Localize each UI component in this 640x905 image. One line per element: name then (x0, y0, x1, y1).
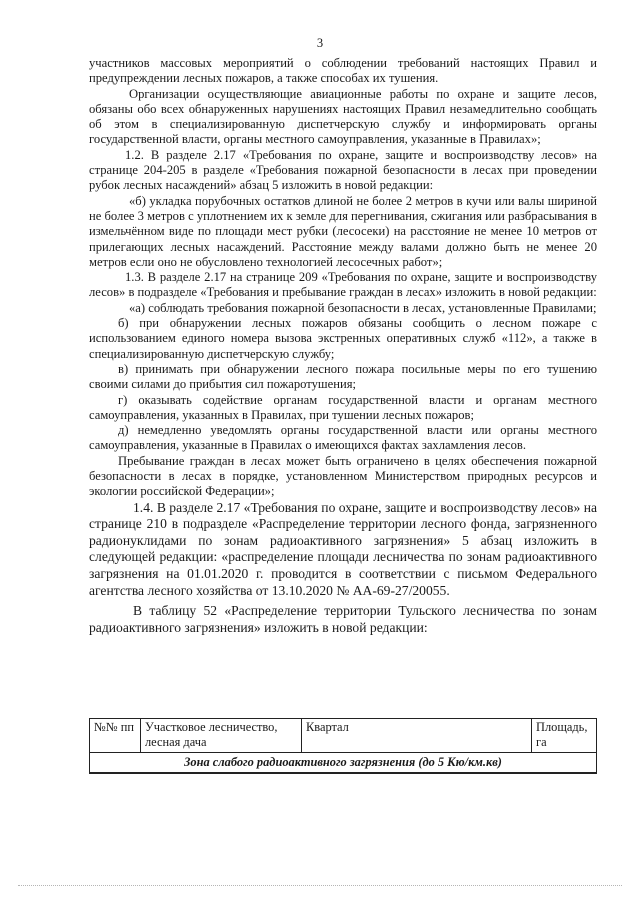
table-header-cell: Квартал (302, 719, 532, 753)
table-row (90, 753, 597, 774)
paragraph: в) принимать при обнаружении лесного пожара посильные меры по его тушению своими силами до прибытия сил пожаротушения; (89, 361, 597, 392)
paragraph: Организации осуществляющие авиационные работы по охране и защите лесов, обязаны обо всех обнаруженных нарушениях настоящих Правил незамедлительно сообщать об этом в специализированную диспетчерскую службу и информировать органы государственной власти, органы местного самоуправления, указанные в Правилах»; (89, 86, 597, 147)
table-header-cell: Площадь, га (532, 719, 597, 753)
paragraph: Пребывание граждан в лесах может быть ограничено в целях обеспечения пожарной безопасности в лесах в порядке, установленном Министерством природных ресурсов и экологии российской Федерации»; (89, 453, 597, 499)
paragraph: б) при обнаружении лесных пожаров обязаны сообщить о лесном пожаре с использованием единого номера вызова экстренных оперативных служб «112», а также в специализированную диспетчерскую службу; (89, 316, 597, 361)
paragraph: 1.3. В разделе 2.17 на странице 209 «Требования по охране, защите и воспроизводству лесов» в подразделе «Требования и пребывание граждан в лесах» изложить в новой редакции: (89, 270, 597, 300)
paragraph: В таблицу 52 «Распределение территории Тульского лесничества по зонам радиоактивного загрязнения» изложить в новой редакции: (89, 603, 597, 635)
zones-table (89, 718, 597, 774)
paragraph: д) немедленно уведомлять органы государственной власти или органы местного самоуправления, указанные в Правилах о имеющихся фактах захламления лесов. (89, 423, 597, 453)
scan-edge-divider (18, 885, 622, 886)
table-header-row (90, 719, 597, 753)
paragraph: 1.2. В разделе 2.17 «Требования по охране, защите и воспроизводству лесов» на странице 204-205 в разделе «Требования пожарной безопасности в лесах при проведении рубок лесных насаждений» абзац 5 изложить в новой редакции: (89, 147, 597, 193)
paragraph: «а) соблюдать требования пожарной безопасности в лесах, установленные Правилами; (129, 300, 597, 315)
table-header-cell: №№ пп (90, 719, 141, 753)
paragraph: участников массовых мероприятий о соблюдении требований настоящих Правил и предупреждении лесных пожаров, а также способах их тушения. (89, 56, 597, 86)
paragraph: г) оказывать содействие органам государственной власти и органам местного самоуправления, указанных в Правилах, при тушении лесных пожаров; (89, 392, 597, 422)
paragraph: «б) укладка порубочных остатков длиной не более 2 метров в кучи или валы шириной не более 3 метров с уплотнением их к земле для перегнивания, сжигания или разбрасывания в измельчённом виде по площади мест рубки (лесосеки) на расстояние не менее 10 метров от прилегающих лесных насаждений. Расстояние между валами должно быть не менее 20 метров если оно не обусловлено технологией лесосечных работ»; (89, 193, 597, 269)
paragraph: 1.4. В разделе 2.17 «Требования по охране, защите и воспроизводству лесов» на странице 210 в подразделе «Распределение территории лесного фонда, загрязненного радионуклидами по зонам радиоактивного загрязнения» 5 абзац изложить в следующей редакции: «распределение площади лесничества по зонам радиоактивного загрязнения на 01.01.2020 г. проводится в соответствии с письмом Федерального агентства лесного хозяйства от 13.10.2020 № АА-69-27/20055. (89, 499, 597, 598)
zone-row: Зона слабого радиоактивного загрязнения (до 5 Кю/км.кв) (90, 753, 597, 774)
table-header-cell: Участковое лесничество, лесная дача (141, 719, 302, 753)
document-body (89, 56, 597, 636)
page-number: 3 (316, 36, 324, 50)
